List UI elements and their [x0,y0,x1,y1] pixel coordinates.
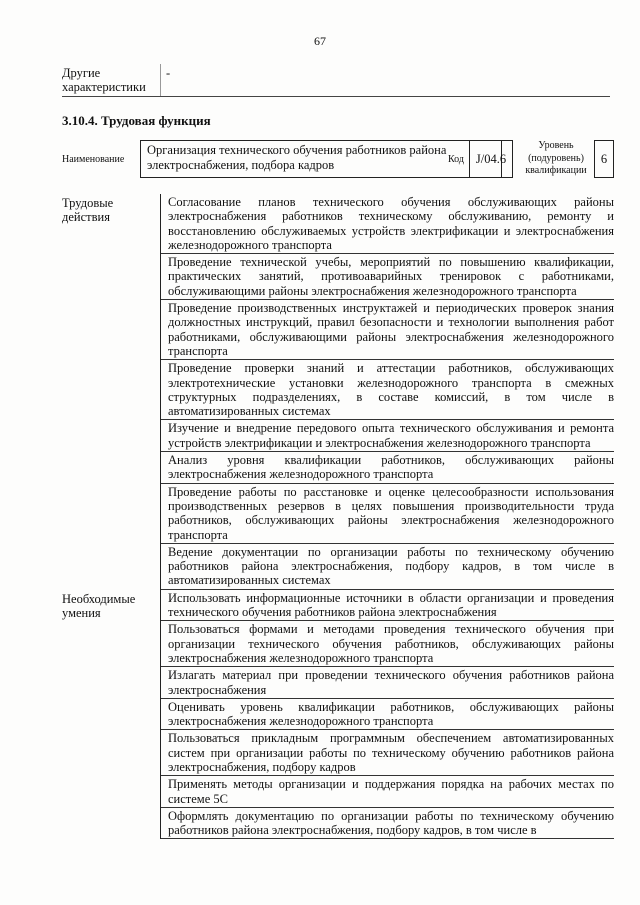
list-item: Применять методы организации и поддержания порядка на рабочих местах по системе 5С [161,776,614,808]
function-header [62,140,614,180]
list-item: Использовать информационные источники в области организации и проведения технического обучения работников района электроснабжения [161,590,614,622]
section-items [161,590,614,840]
section-items [161,194,614,590]
list-item: Пользоваться формами и методами проведения технического обучения при организации технического обучения работников, обслуживающих районы электроснабжения железнодорожного транспорта [161,621,614,667]
function-code: J/04.6 [469,140,513,178]
level-caption: Уровень (подуровень) квалификации [525,140,587,176]
section-heading: 3.10.4. Трудовая функция [62,113,211,128]
other-characteristics-value: - [166,66,171,80]
list-item: Оценивать уровень квалификации работников, обслуживающих районы электроснабжения железнодорожного транспорта [161,699,614,731]
divider [160,64,161,97]
list-item: Излагать материал при проведении технического обучения работников района электроснабжения [161,667,614,699]
list-item: Проведение проверки знаний и аттестации работников, обслуживающих электротехнические установки железнодорожного транспорта в смежных структурных подразделениях, в составе комиссий, в том числе в автоматизированных системах [161,360,614,420]
list-item: Проведение работы по расстановке и оценке целесообразности использования производственных резервов в целях повышения производительности труда работников, обслуживающих районы электроснабжения железнодорожного транспорта [161,484,614,544]
section-required-skills [62,590,614,840]
page-number: 67 [314,34,326,48]
list-item: Согласование планов технического обучения обслуживающих районы электроснабжения работников техническому обслуживанию, ремонту и восстановлению обслуживаемых устройств электрификации и электроснабжения железнодорожного транспорта [161,194,614,254]
other-characteristics-label: Другие характеристики [62,66,146,94]
section-label: Трудовые действия [62,194,161,590]
list-item: Ведение документации по организации работы по техническому обучению работников района электроснабжения, подбору кадров, в том числе в автоматизированных системах [161,544,614,590]
section-label: Необходимые умения [62,590,161,840]
code-caption: Код [448,154,464,165]
function-name: Организация технического обучения работников района электроснабжения, подбора кадров [140,140,502,178]
section-labor-actions [62,194,614,590]
function-table [62,194,614,839]
list-item: Анализ уровня квалификации работников, обслуживающих районы электроснабжения железнодорожного транспорта [161,452,614,484]
list-item: Изучение и внедрение передового опыта технического обслуживания и ремонта устройств электрификации и электроснабжения железнодорожного транспорта [161,420,614,452]
list-item: Пользоваться прикладным программным обеспечением автоматизированных систем при организации работы по техническому обучению работников района электроснабжения, подбору кадров [161,730,614,776]
name-caption: Наименование [62,154,125,165]
divider [62,96,610,97]
list-item: Проведение технической учебы, мероприятий по повышению квалификации, практических занятий, противоаварийных тренировок с работниками, обслуживающими районы электроснабжения железнодорожного транспорта [161,254,614,300]
qualification-level: 6 [594,140,614,178]
list-item: Проведение производственных инструктажей и периодических проверок знания должностных инструкций, правил безопасности и технологии выполнения работ работниками, обслуживающими районы электроснабжения железнодорожного транспорта [161,300,614,360]
other-characteristics-row [62,64,610,97]
list-item: Оформлять документацию по организации работы по техническому обучению работников района электроснабжения, подбору кадров, в том числе в [161,808,614,840]
